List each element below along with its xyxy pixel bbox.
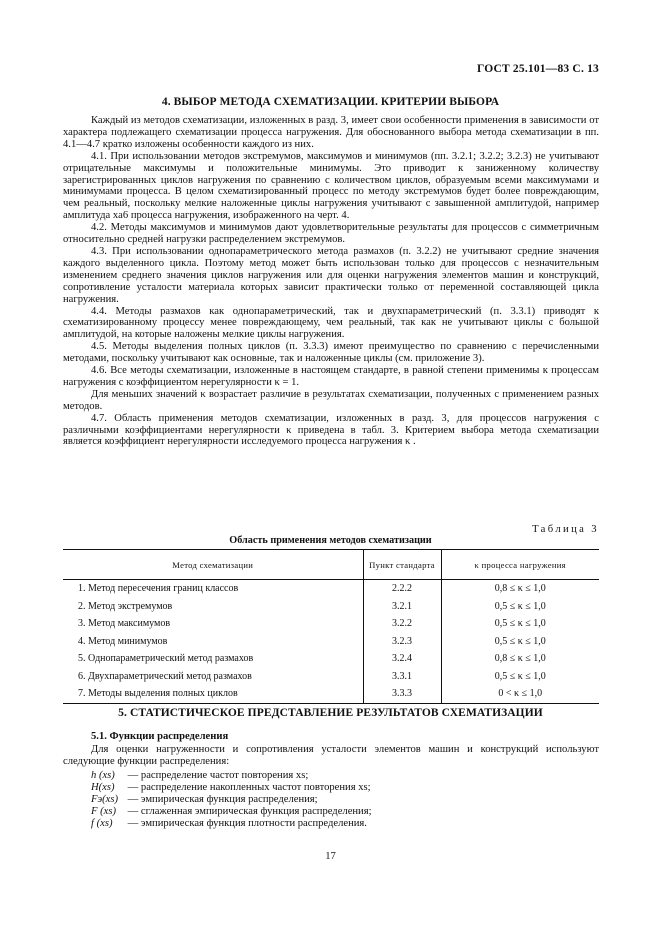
function-description: — эмпирическая функция распределения; — [127, 794, 318, 805]
cell-clause: 3.2.2 — [363, 615, 441, 633]
cell-clause: 3.2.1 — [363, 598, 441, 616]
page-number: 17 — [325, 851, 336, 862]
cell-clause: 3.2.3 — [363, 633, 441, 651]
table-row — [63, 668, 599, 686]
cell-kappa: 0,8 ≤ κ ≤ 1,0 — [494, 583, 546, 595]
function-description: — эмпирическая функция плотности распределения. — [127, 818, 367, 829]
function-symbol: h (xs) — [91, 770, 115, 781]
cell-kappa: 0,5 ≤ κ ≤ 1,0 — [494, 618, 546, 630]
cell-method: 3. Метод максимумов — [78, 618, 171, 630]
cell-method: 7. Методы выделения полных циклов — [63, 685, 363, 703]
cell-kappa: 0,5 ≤ κ ≤ 1,0 — [494, 600, 546, 612]
cell-clause: 3.3.3 — [363, 685, 441, 703]
cell-method: 6. Двухпараметрический метод размахов — [78, 670, 252, 682]
cell-kappa: 0,5 ≤ κ ≤ 1,0 — [494, 670, 546, 682]
function-definition — [91, 818, 367, 830]
table-row — [63, 633, 599, 651]
cell-kappa: 0,5 ≤ κ ≤ 1,0 — [494, 635, 546, 647]
section-5-intro — [63, 744, 599, 768]
column-header-method: Метод схематизации — [63, 550, 363, 580]
table-header-row — [63, 550, 599, 580]
cell-kappa: 0,8 ≤ κ ≤ 1,0 — [494, 653, 546, 665]
schematization-methods-table — [63, 549, 599, 704]
function-description: — сглаженная эмпирическая функция распределения; — [127, 806, 372, 817]
cell-method: 4. Метод минимумов — [78, 635, 168, 647]
paragraph: Для меньших значений κ возрастает различие в результатах схематизации, полученных с применением разных методов. — [63, 388, 599, 412]
table-row — [63, 580, 599, 598]
section-4-body — [63, 115, 599, 448]
cell-method: 1. Метод пересечения границ классов — [78, 583, 239, 595]
function-definition — [91, 770, 308, 782]
paragraph: 4.2. Методы максимумов и минимумов дают удовлетворительные результаты для процессов с симметричным относительно средней нагрузки распределением экстремумов. — [63, 222, 599, 246]
paragraph: 4.1. При использовании методов экстремумов, максимумов и минимумов (пп. 3.2.1; 3.2.2; 3.2.3) не учитывают отрицательные максимумы и положительные минимумы. Это приводит к заниженному количеству зарегистрированных циклов нагружения по сравнению с количеством циклов, образуемым всеми максимумами и минимумами процесса. В целом схематизированный процесс по методу экстремумов будет более повреждающим, чем реальный, поскольку мелкие наложенные циклы нагружения учитывают с завышенной амплитудой, например амплитуда xа6 процесса нагружения, изображенного на черт. 4. — [63, 150, 599, 222]
table-row — [63, 685, 599, 703]
cell-clause: 2.2.2 — [363, 580, 441, 598]
column-header-kappa: κ процесса нагружения — [441, 550, 599, 580]
function-definition — [91, 782, 371, 794]
paragraph: Каждый из методов схематизации, изложенных в разд. 3, имеет свои особенности применения в зависимости от характера подлежащего схематизации процесса нагружения. Для обоснованного выбора метода схематизации в пп. 4.1—4.7 кратко изложены особенности каждого из них. — [63, 115, 599, 150]
paragraph: Для оценки нагруженности и сопротивления усталости элементов машин и конструкций используют следующие функции распределения: — [63, 744, 599, 767]
paragraph: 4.3. При использовании однопараметрического метода размахов (п. 3.2.2) не учитывают средние значения каждого выделенного цикла. Поэтому метод может быть использован только для процессов с незначительным изменением среднего значения циклов нагружения или для оценки нагружения элементов машин и конструкций, сопротивление усталости материала которых зависит практически только от переменной составляющей цикла нагружения. — [63, 245, 599, 305]
function-symbol: H(xs) — [91, 782, 115, 793]
paragraph: 4.5. Методы выделения полных циклов (п. 3.3.3) имеют преимущество по сравнению с перечисленными методами, поскольку учитывают как основные, так и наложенные циклы (см. приложение 3). — [63, 341, 599, 365]
cell-method: 2. Метод экстремумов — [78, 600, 173, 612]
subsection-5-1-title: 5.1. Функции распределения — [91, 731, 229, 742]
function-definition — [91, 794, 318, 806]
section-4-title: 4. ВЫБОР МЕТОДА СХЕМАТИЗАЦИИ. КРИТЕРИИ ВЫБОРА — [161, 96, 500, 108]
page-header: ГОСТ 25.101—83 С. 13 — [476, 63, 599, 75]
section-5-title: 5. СТАТИСТИЧЕСКОЕ ПРЕДСТАВЛЕНИЕ РЕЗУЛЬТАТОВ СХЕМАТИЗАЦИИ — [118, 707, 543, 719]
table-row — [63, 650, 599, 668]
function-description: — распределение частот повторения xs; — [127, 770, 309, 781]
table-row — [63, 598, 599, 616]
paragraph: 4.7. Область применения методов схематизации, изложенных в разд. 3, для процессов нагружения с различными коэффициентами нерегулярности κ приведена в табл. 3. Критерием выбора метода схематизации является коэффициент нерегулярности исследуемого процесса нагружения κ . — [63, 412, 599, 448]
cell-clause: 3.2.4 — [363, 650, 441, 668]
table-title: Область применения методов схематизации — [229, 535, 432, 546]
paragraph: 4.4. Методы размахов как однопараметрический, так и двухпараметрический (п. 3.3.1) приводят к схематизированному процессу менее повреждающему, чем реальный, так как не учитывают циклы с большой амплитудой, на которые наложены мелкие циклы нагружения. — [63, 305, 599, 341]
function-description: — распределение накопленных частот повторения xs; — [127, 782, 371, 793]
cell-clause: 3.3.1 — [363, 668, 441, 686]
paragraph: 4.6. Все методы схематизации, изложенные в настоящем стандарте, в равной степени применимы к процессам нагружения с коэффициентом нерегулярности κ = 1. — [63, 365, 599, 388]
column-header-clause: Пункт стандарта — [363, 550, 441, 580]
table-row — [63, 615, 599, 633]
function-symbol: Fэ(xs) — [91, 794, 119, 805]
cell-kappa: 0 < κ ≤ 1,0 — [441, 685, 599, 703]
function-symbol: F (xs) — [91, 806, 116, 817]
table-caption: Таблица 3 — [532, 524, 599, 535]
cell-method: 5. Однопараметрический метод размахов — [78, 653, 254, 665]
function-definition — [91, 806, 372, 818]
function-symbol: f (xs) — [91, 818, 113, 829]
